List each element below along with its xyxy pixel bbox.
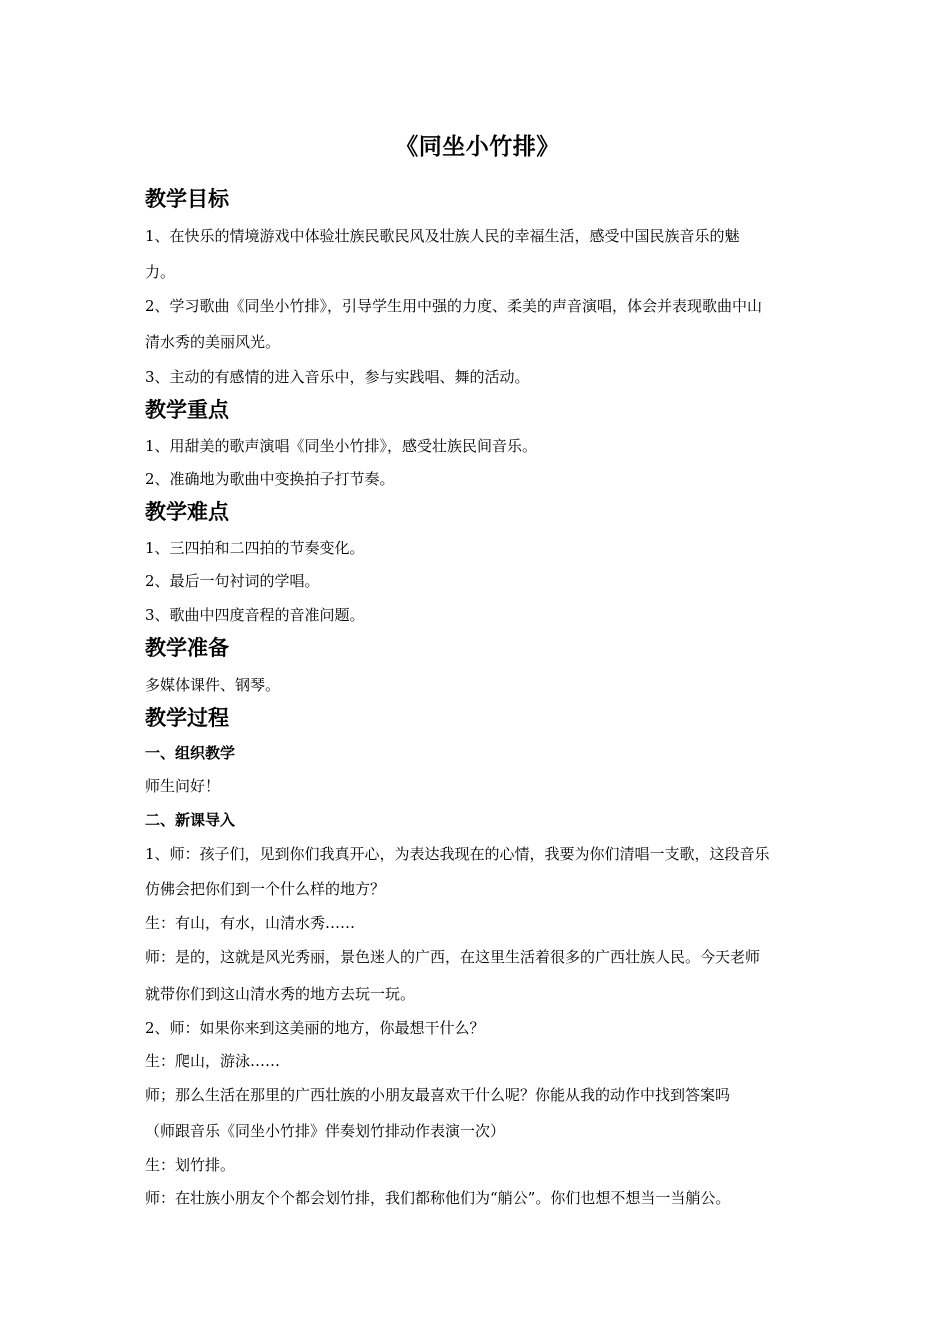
- process-part2-line-5: 就带你们到这山清水秀的地方去玩一玩。: [145, 985, 416, 1003]
- process-part2-line-4: 师：是的，这就是风光秀丽，景色迷人的广西，在这里生活着很多的广西壮族人民。今天老师: [145, 948, 761, 966]
- objectives-line-5: 3、主动的有感情的进入音乐中，参与实践唱、舞的活动。: [145, 368, 530, 386]
- process-part2-heading: 二、新课导入: [145, 811, 236, 829]
- section-heading-difficulties: 教学难点: [145, 500, 229, 524]
- process-part2-line-9: （师跟音乐《同坐小竹排》伴奏划竹排动作表演一次）: [145, 1122, 506, 1140]
- process-part2-line-6: 2、师：如果你来到这美丽的地方，你最想干什么？: [145, 1019, 485, 1037]
- difficulties-line-1: 1、三四拍和二四拍的节奏变化。: [145, 539, 365, 557]
- process-part2-line-10: 生：划竹排。: [145, 1156, 236, 1174]
- process-part2-line-8: 师；那么生活在那里的广西壮族的小朋友最喜欢干什么呢？你能从我的动作中找到答案吗: [145, 1086, 731, 1104]
- process-part1-heading: 一、组织教学: [145, 744, 236, 762]
- section-heading-preparation: 教学准备: [145, 636, 229, 660]
- process-part2-line-3: 生：有山，有水，山清水秀……: [145, 914, 356, 932]
- objectives-line-3: 2、学习歌曲《同坐小竹排》，引导学生用中强的力度、柔美的声音演唱，体会并表现歌曲中山: [145, 297, 763, 315]
- objectives-line-4: 清水秀的美丽风光。: [145, 333, 281, 351]
- objectives-line-1: 1、在快乐的情境游戏中体验壮族民歌民风及壮族人民的幸福生活，感受中国民族音乐的魅: [145, 227, 740, 245]
- process-part1-line-1: 师生问好！: [145, 777, 221, 795]
- key-points-line-2: 2、准确地为歌曲中变换拍子打节奏。: [145, 470, 395, 488]
- process-part2-line-1: 1、师：孩子们，见到你们我真开心，为表达我现在的心情，我要为你们清唱一支歌，这段音乐: [145, 845, 770, 863]
- preparation-line-1: 多媒体课件、钢琴。: [145, 676, 281, 694]
- process-part2-line-7: 生：爬山，游泳……: [145, 1052, 281, 1070]
- process-part2-line-11: 师：在壮族小朋友个个都会划竹排，我们都称他们为“艄公”。你们也想不想当一当艄公。: [145, 1189, 731, 1207]
- section-heading-key-points: 教学重点: [145, 398, 229, 422]
- document-title: 《同坐小竹排》: [395, 134, 560, 160]
- process-part2-line-2: 仿佛会把你们到一个什么样的地方？: [145, 880, 386, 898]
- section-heading-process: 教学过程: [145, 706, 229, 730]
- difficulties-line-3: 3、歌曲中四度音程的音准问题。: [145, 606, 365, 624]
- section-heading-objectives: 教学目标: [145, 187, 229, 211]
- objectives-line-2: 力。: [145, 263, 176, 281]
- difficulties-line-2: 2、最后一句衬词的学唱。: [145, 572, 320, 590]
- key-points-line-1: 1、用甜美的歌声演唱《同坐小竹排》，感受壮族民间音乐。: [145, 437, 538, 455]
